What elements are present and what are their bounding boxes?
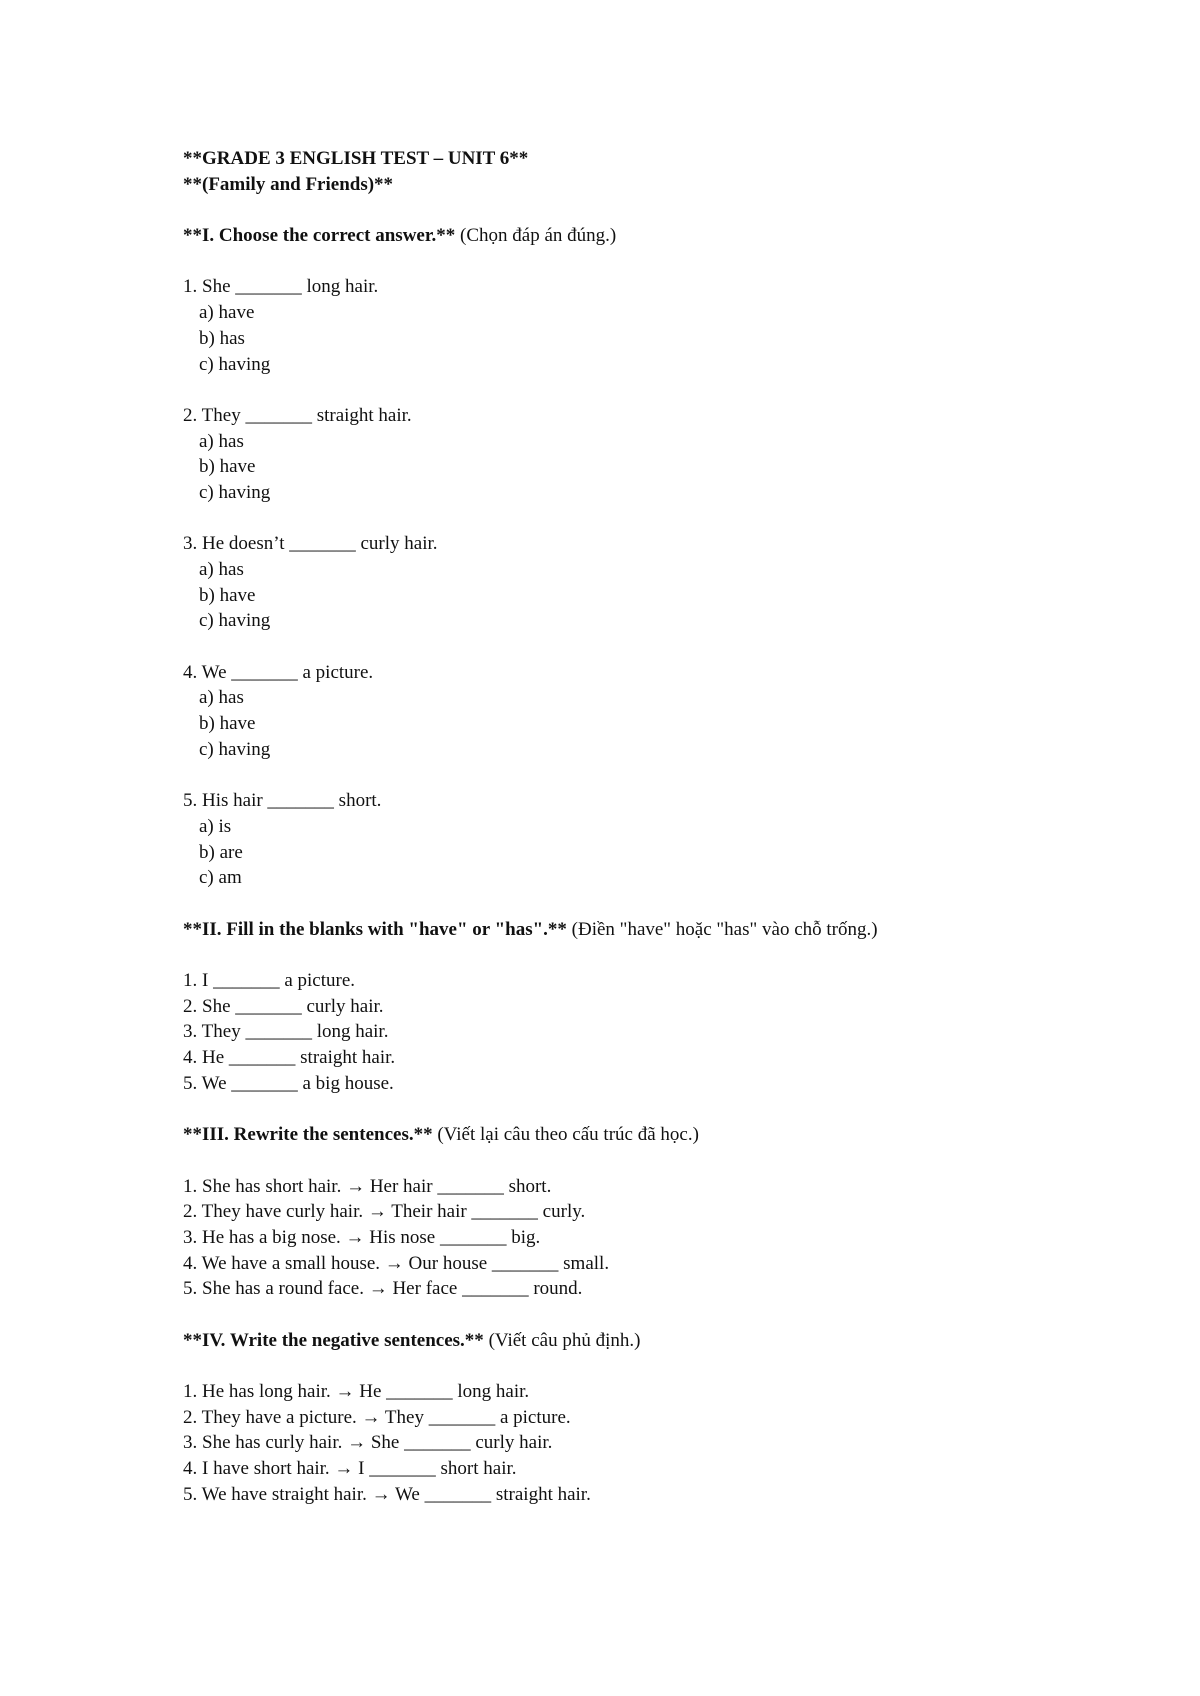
question-3-option-b: b) have <box>199 584 256 606</box>
section2-item-3: 3. They _______ long hair. <box>183 1021 389 1043</box>
section4-item-3: 3. She has curly hair. → She _______ curly hair. <box>183 1432 553 1454</box>
spacer <box>183 1148 1143 1174</box>
spacer <box>183 942 1143 968</box>
section4-item-1: 1. He has long hair. → He _______ long hair. <box>183 1381 530 1402</box>
section3-item-3: 3. He has a big nose. → His nose _______ big. <box>183 1226 541 1248</box>
spacer <box>183 506 1143 532</box>
question-3: 3. He doesn’t _______ curly hair. <box>183 533 438 555</box>
spacer <box>183 634 1143 660</box>
question-2-option-c: c) having <box>199 481 271 503</box>
spacer <box>183 249 1143 275</box>
section4-heading: **IV. Write the negative sentences.** <box>183 1329 484 1351</box>
section2-item-5: 5. We _______ a big house. <box>183 1072 394 1094</box>
spacer <box>183 1353 1143 1379</box>
question-5-option-b: b) are <box>199 841 243 863</box>
spacer <box>183 1096 1143 1122</box>
section3-item-1: 1. She has short hair. → Her hair _______ short. <box>183 1175 552 1197</box>
spacer <box>183 891 1143 917</box>
section2-heading: **II. Fill in the blanks with "have" or "has".** <box>183 918 567 940</box>
question-5-option-c: c) am <box>199 867 242 889</box>
question-1-option-b: b) has <box>199 327 245 349</box>
question-1-option-a: a) have <box>199 302 255 324</box>
question-4-option-a: a) has <box>199 687 244 709</box>
section4-item-2: 2. They have a picture. → They _______ a picture. <box>183 1406 571 1428</box>
section3-item-2: 2. They have curly hair. → Their hair _______ curly. <box>183 1201 586 1223</box>
section3-heading: **III. Rewrite the sentences.** <box>183 1124 433 1146</box>
spacer <box>183 377 1143 403</box>
section4-header <box>183 1328 1143 1354</box>
section2-note: (Điền "have" hoặc "has" vào chỗ trống.) <box>566 918 878 940</box>
question-3-option-c: c) having <box>199 610 271 632</box>
spacer <box>183 763 1143 789</box>
section3-item-5: 5. She has a round face. → Her face _______ round. <box>183 1278 583 1300</box>
document-page <box>183 146 1143 1507</box>
section1-header <box>183 223 1143 249</box>
section2-item-2: 2. She _______ curly hair. <box>183 995 384 1017</box>
question-1: 1. She _______ long hair. <box>183 276 379 298</box>
test-subtitle: **(Family and Friends)** <box>183 173 394 195</box>
section2-header <box>183 917 1143 943</box>
question-4: 4. We _______ a picture. <box>183 661 374 683</box>
spacer <box>183 197 1143 223</box>
section2-item-1: 1. I _______ a picture. <box>183 970 356 991</box>
section4-item-5: 5. We have straight hair. → We _______ straight hair. <box>183 1483 591 1505</box>
section3-header <box>183 1122 1143 1148</box>
section4-item-4: 4. I have short hair. → I _______ short hair. <box>183 1458 517 1480</box>
section3-item-4: 4. We have a small house. → Our house _______ small. <box>183 1252 610 1274</box>
question-3-option-a: a) has <box>199 559 244 580</box>
section1-note: (Chọn đáp án đúng.) <box>455 225 617 247</box>
section4-note: (Viết câu phủ định.) <box>483 1329 641 1351</box>
question-2-option-a: a) has <box>199 430 244 452</box>
test-title: **GRADE 3 ENGLISH TEST – UNIT 6** <box>183 148 529 169</box>
question-4-option-c: c) having <box>199 738 271 760</box>
question-4-option-b: b) have <box>199 713 256 735</box>
section1-heading: **I. Choose the correct answer.** <box>183 225 456 247</box>
section3-note: (Viết lại câu theo cấu trúc đã học.) <box>432 1124 699 1146</box>
question-5: 5. His hair _______ short. <box>183 790 382 812</box>
question-1-option-c: c) having <box>199 353 271 375</box>
question-2-option-b: b) have <box>199 456 256 478</box>
spacer <box>183 1302 1143 1328</box>
question-2: 2. They _______ straight hair. <box>183 404 412 426</box>
question-5-option-a: a) is <box>199 815 232 837</box>
section2-item-4: 4. He _______ straight hair. <box>183 1047 396 1069</box>
